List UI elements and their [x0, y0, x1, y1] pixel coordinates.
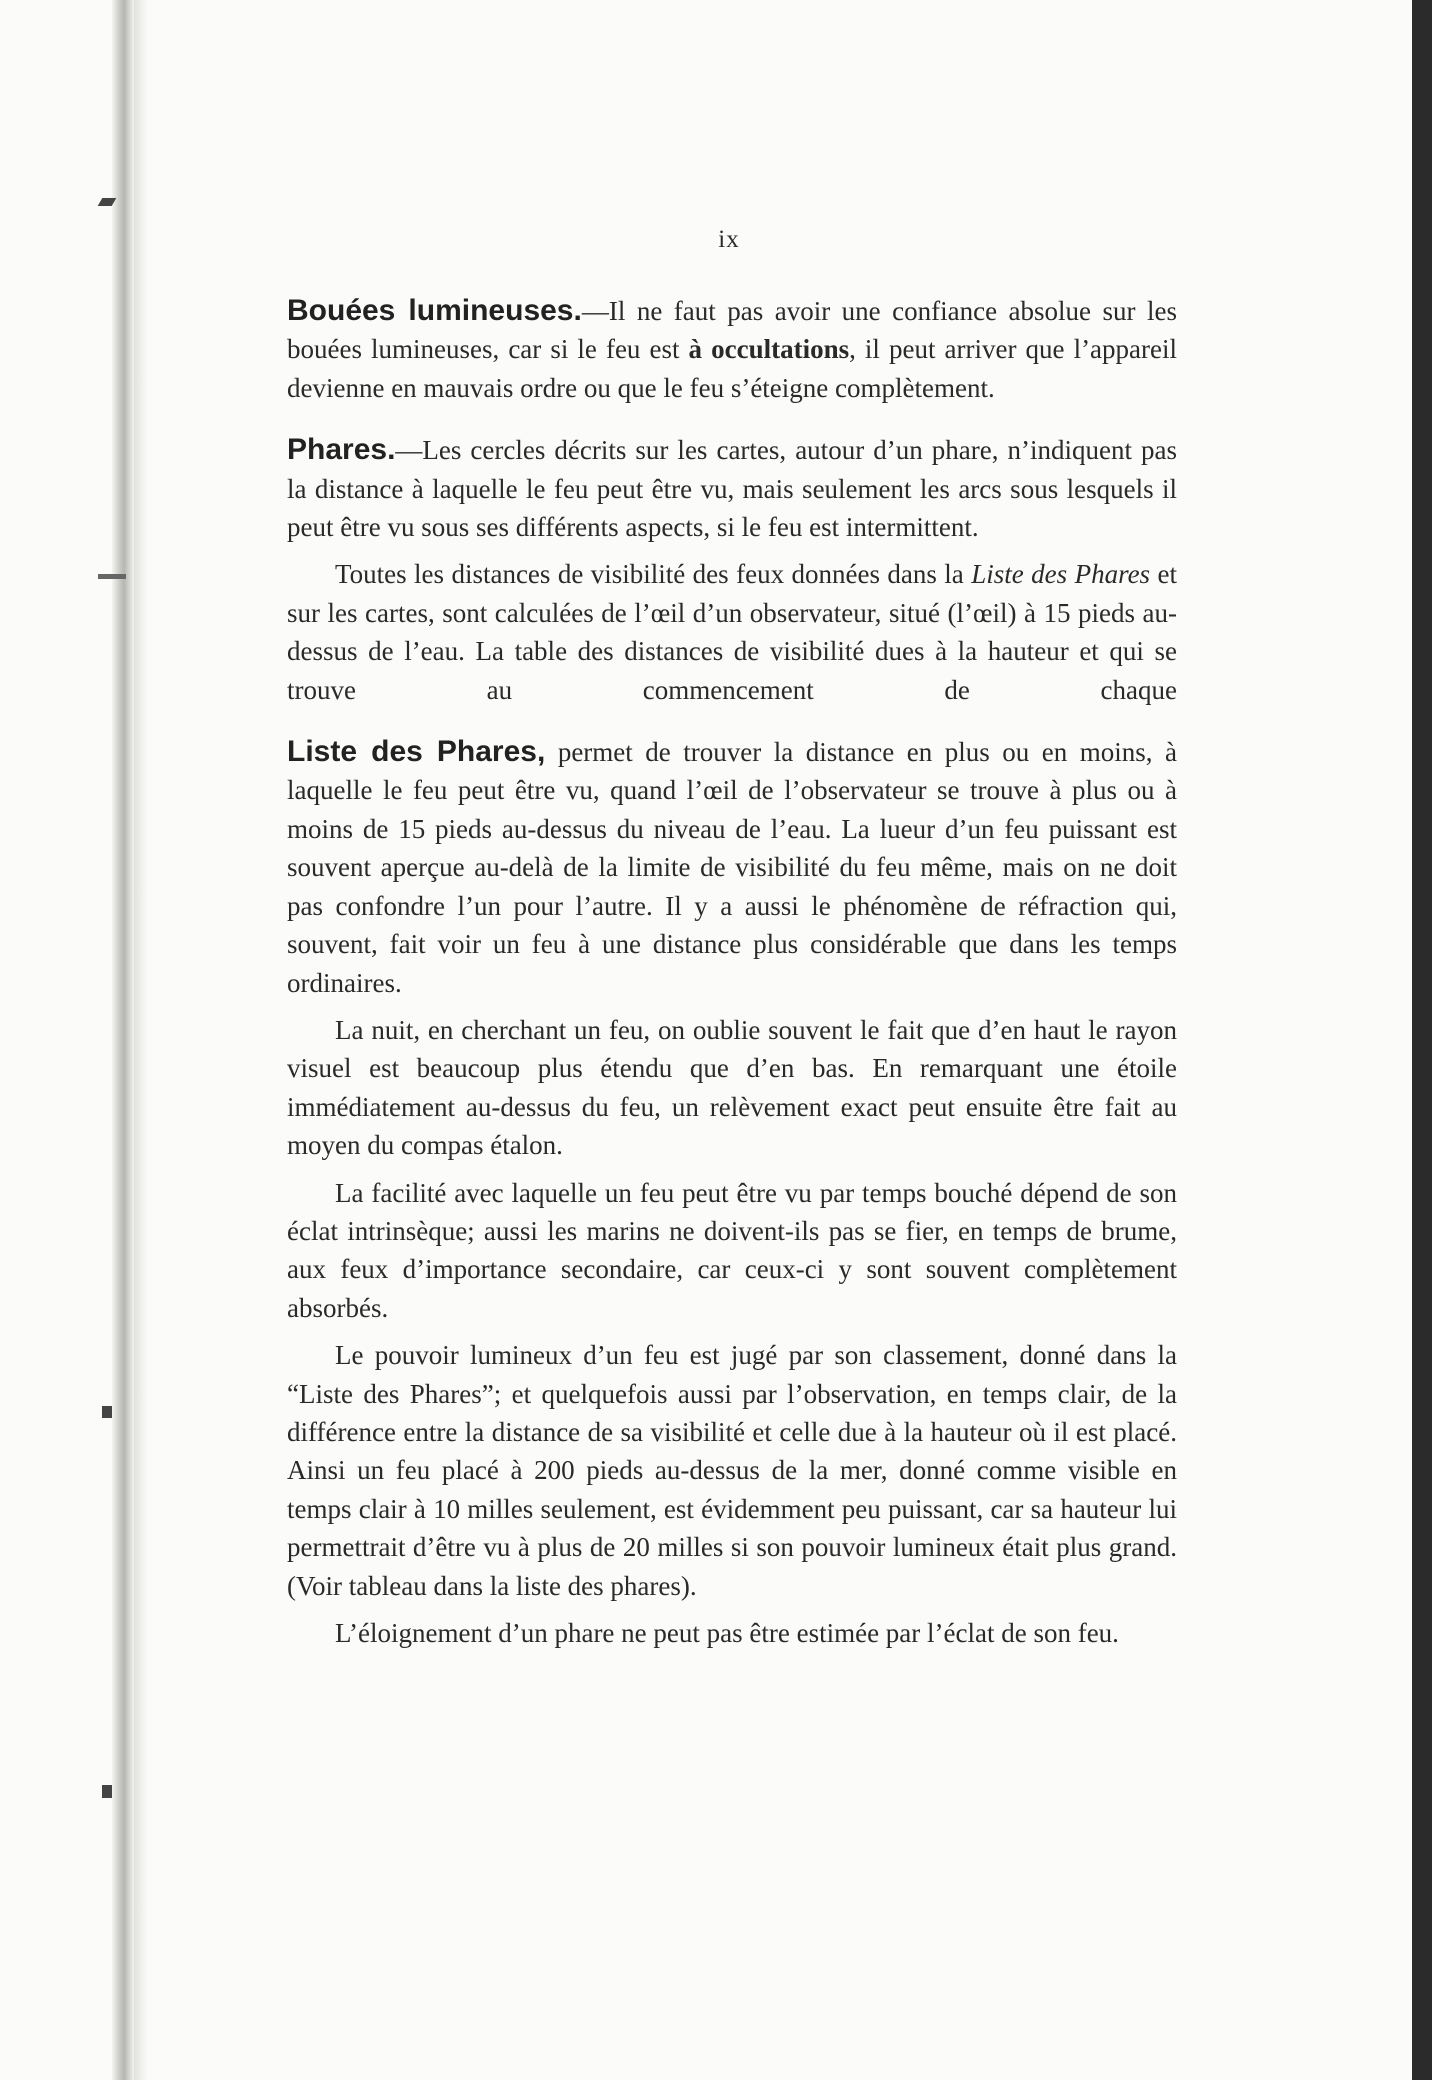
paragraph-bouees — [287, 292, 1177, 407]
paragraph-facilite — [287, 1174, 1177, 1328]
binding-mark — [98, 574, 126, 579]
scan-edge — [1412, 0, 1432, 2080]
text-run: Le pouvoir lumineux d’un feu est jugé par son classement, donné dans la “Liste des Phares”; et quelquefois aussi par l’observation, en temps clair, de la différence entre la distance de sa visibilité et celle due à la hauteur où il est placé. Ainsi un feu placé à 200 pieds au-dessus de la mer, donné comme visible en temps clair à 10 milles seulement, est évidemment peu puissant, car sa hauteur lui permettrait d’être vu à plus de 20 milles si son pouvoir lumineux était plus grand. (Voir tableau dans la liste des phares). — [287, 1340, 1177, 1601]
section-heading: Phares. — [287, 433, 396, 467]
paragraph-distances — [287, 555, 1177, 709]
binding-mark — [102, 1406, 112, 1418]
text-run: et sur les cartes, sont calculées de l’œil d’un observateur, situé (l’œil) à 15 pieds au-dessus de l’eau. La table des distances de visibilité dues à la hauteur et qui se trouve au commencement de chaque — [287, 559, 1177, 705]
body-text — [287, 292, 1177, 1652]
text-run: , il peut arriver que l’appareil devienne en mauvais ordre ou que le feu s’éteigne complètement. — [287, 334, 1178, 403]
paragraph-pouvoir — [287, 1336, 1177, 1605]
paragraph-eloignement — [287, 1614, 1177, 1652]
paragraph-nuit — [287, 1011, 1177, 1165]
text-run: Liste des Phares — [971, 559, 1151, 590]
binding-mark — [102, 1785, 112, 1798]
text-run: L’éloignement d’un phare ne peut pas être estimée par l’éclat de son feu. — [335, 1618, 1119, 1648]
text-run: —Il ne faut pas avoir une confiance absolue sur les bouées lumineuses, car si le feu est — [287, 296, 1177, 365]
text-run: La nuit, en cherchant un feu, on oublie souvent le fait que d’en haut le rayon visuel est beaucoup plus étendu que d’en bas. En remarquant une étoile immédiatement au-dessus du feu, un relèvement exact peut ensuite être fait au moyen du compas étalon. — [287, 1014, 1177, 1161]
page-number: ix — [718, 226, 740, 253]
text-run: La facilité avec laquelle un feu peut être vu par temps bouché dépend de son éclat intrinsèque; aussi les marins ne doivent-ils pas se fier, en temps de brume, aux feux d’importance secondaire, car ceux-ci y sont souvent complètement absorbés. — [287, 1177, 1177, 1323]
text-run: —Les cercles décrits sur les cartes, autour d’un phare, n’indiquent pas la distance à laquelle le feu peut être vu, mais seulement les arcs sous lesquels il peut être vu sous ses différents aspects, si le feu est intermittent. — [287, 435, 1177, 543]
section-heading: Bouées lumineuses. — [287, 294, 582, 327]
text-run: permet de trouver la distance en plus ou en moins, à laquelle le feu peut être vu, quand l’œil de l’observateur se trouve à plus ou à moins de 15 pieds au-dessus du niveau de l’eau. La lueur d’un feu puissant est souvent aperçue au-delà de la limite de visibilité du feu même, mais on ne doit pas confondre l’un pour l’autre. Il y a aussi le phénomène de réfraction qui, souvent, fait voir un feu à une distance plus considérable que dans les temps ordinaires. — [287, 737, 1177, 998]
book-binding — [112, 0, 134, 2080]
paragraph-liste-des-phares — [287, 733, 1177, 1002]
paragraph-phares — [287, 431, 1177, 546]
text-run: Toutes les distances de visibilité des feux données dans la — [335, 559, 972, 590]
text-run: à occultations — [688, 334, 850, 365]
section-heading: Liste des Phares, — [287, 735, 546, 769]
binding-shadow — [134, 0, 148, 2080]
